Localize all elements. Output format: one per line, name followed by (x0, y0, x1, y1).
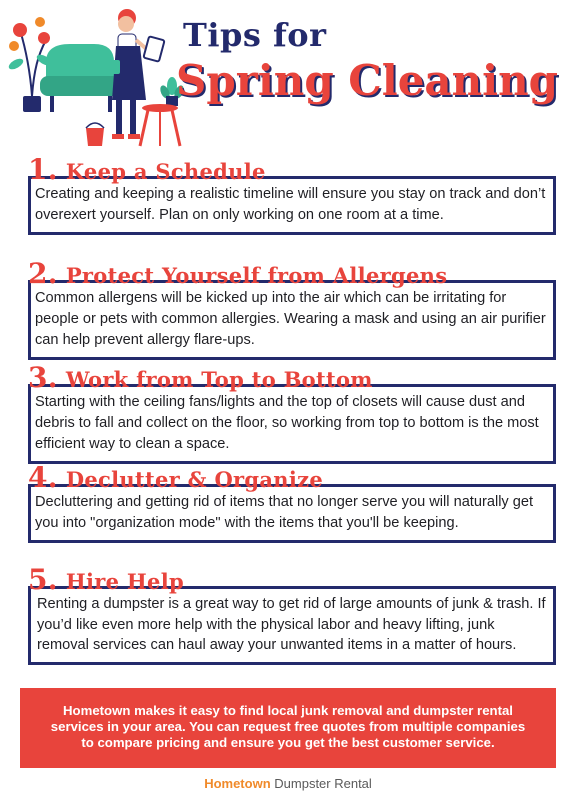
cta-banner: Hometown makes it easy to find local junk removal and dumpster rental services in your area. You can request free quotes from multiple companies to compare pricing and ensure you get the best customer service. (20, 688, 556, 768)
tip-number: 4. (28, 461, 58, 494)
tip-number: 3. (28, 361, 58, 394)
tip-body: Creating and keeping a realistic timeline will ensure you stay on track and don’t overexert yourself. Plan on only working on one room at a time. (28, 176, 556, 235)
brand-name-hometown: Hometown (204, 776, 271, 791)
tip-heading (28, 257, 556, 290)
tip-number: 5. (28, 563, 58, 596)
tip-3 (28, 361, 556, 464)
tip-5 (28, 563, 556, 665)
brand-name-dumpster-rental: Dumpster Rental (274, 776, 372, 791)
bucket-icon (86, 123, 104, 146)
tip-title: Protect Yourself from Allergens (65, 263, 448, 288)
tip-body: Decluttering and getting rid of items that no longer serve you will naturally get you into "organization mode" with the items that you'll be keeping. (28, 484, 556, 543)
brand-logo (0, 776, 576, 791)
tip-heading (28, 361, 556, 394)
tip-body: Common allergens will be kicked up into the air which can be irritating for people or pets with common allergies. Wearing a mask and using an air purifier can help prevent allergy flare-ups. (28, 280, 556, 360)
tip-heading (28, 153, 556, 186)
hero-header (0, 0, 576, 160)
tip-number: 1. (28, 153, 58, 186)
tip-body: Renting a dumpster is a great way to get rid of large amounts of junk & trash. If you’d like even more help with the physical labor and heavy lifting, junk removal services can haul away your unwanted items in a matter of hours. (28, 586, 556, 665)
tip-body: Starting with the ceiling fans/lights and the top of closets will cause dust and debris to fall and collect on the floor, so working from top to bottom is the most efficient way to clean a space. (28, 384, 556, 464)
tip-heading (28, 563, 556, 596)
tip-title: Keep a Schedule (65, 159, 266, 184)
tip-number: 2. (28, 257, 58, 290)
tip-1 (28, 153, 556, 235)
tip-title: Work from Top to Bottom (65, 367, 373, 392)
tip-heading (28, 461, 556, 494)
tip-4 (28, 461, 556, 543)
armchair-icon (40, 44, 122, 112)
tip-2 (28, 257, 556, 360)
page-title-line-1: Tips for (183, 16, 327, 54)
cleaning-woman-icon (110, 9, 165, 139)
tip-title: Declutter & Organize (65, 467, 324, 492)
page-title-line-2: Spring Cleaning (176, 56, 559, 105)
side-table-icon (140, 104, 180, 146)
tip-title: Hire Help (65, 569, 184, 594)
